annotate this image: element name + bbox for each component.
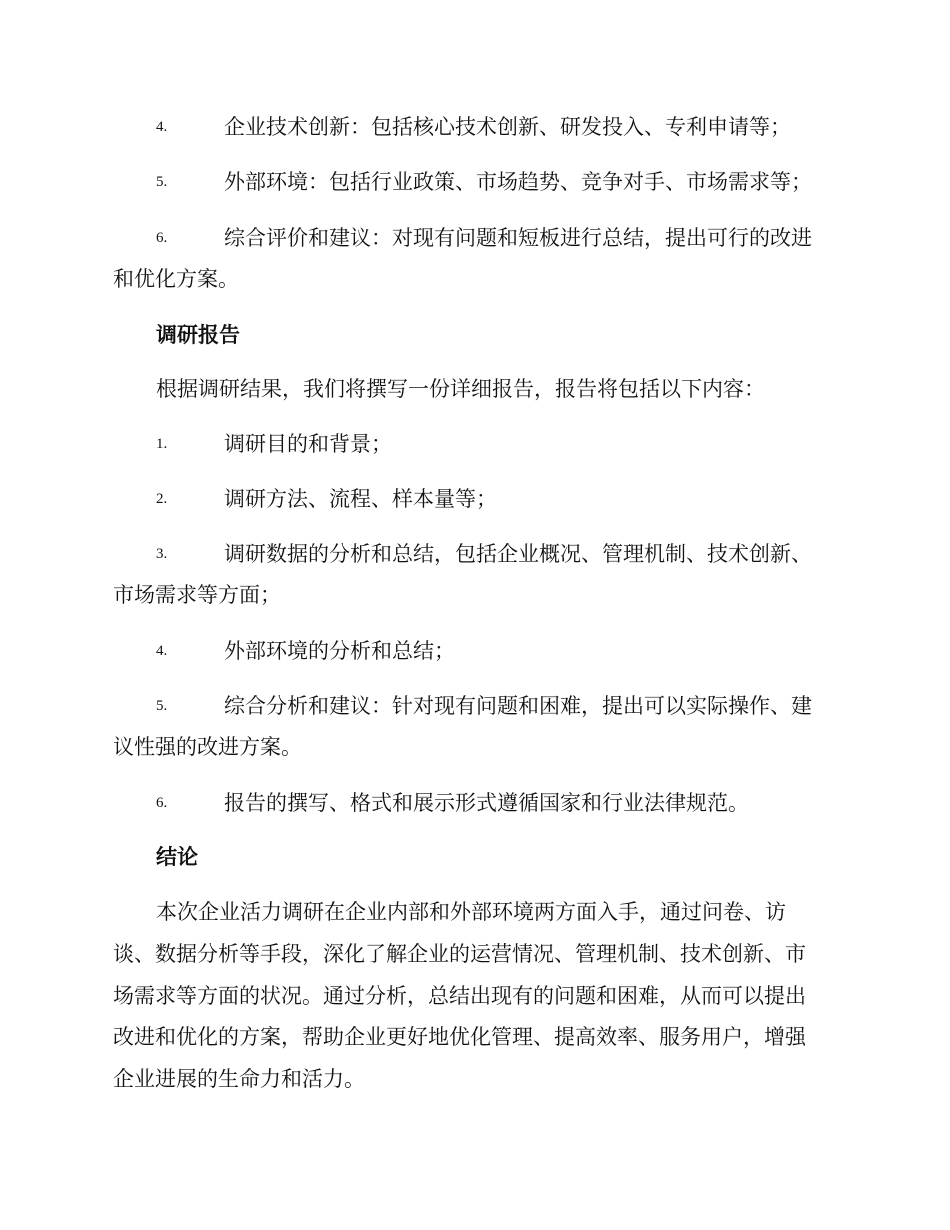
conclusion-paragraph-line: 场需求等方面的状况。通过分析，总结出现有的问题和困难，从而可以提出 [113,984,806,1008]
section-heading-report: 调研报告 [156,323,240,347]
list-item-number: 2. [156,491,168,507]
list-item-number: 5. [156,174,168,190]
list-item-text: 调研方法、流程、样本量等； [224,487,497,511]
list-item-number: 3. [156,546,168,562]
list-item-text: 调研目的和背景； [224,432,392,456]
list-item-number: 4. [156,643,168,659]
list-item-number: 6. [156,795,168,811]
list-item-text: 企业技术创新：包括核心技术创新、研发投入、专利申请等； [224,115,791,139]
list-item-continuation: 市场需求等方面； [113,583,281,607]
conclusion-paragraph-line: 改进和优化的方案，帮助企业更好地优化管理、提高效率、服务用户，增强 [113,1025,806,1049]
list-item-continuation: 和优化方案。 [113,267,239,291]
list-item-number: 1. [156,436,168,452]
list-item-text: 调研数据的分析和总结，包括企业概况、管理机制、技术创新、 [224,542,812,566]
conclusion-paragraph-line: 企业进展的生命力和活力。 [113,1067,365,1091]
list-item-continuation: 议性强的改进方案。 [113,735,302,759]
section-heading-conclusion: 结论 [156,845,198,869]
list-item-text: 外部环境的分析和总结； [224,639,455,663]
conclusion-paragraph-line: 本次企业活力调研在企业内部和外部环境两方面入手，通过问卷、访 [156,900,786,924]
conclusion-paragraph-line: 谈、数据分析等手段，深化了解企业的运营情况、管理机制、技术创新、市 [113,942,806,966]
list-item-text: 综合评价和建议：对现有问题和短板进行总结，提出可行的改进 [224,226,812,250]
list-item-text: 报告的撰写、格式和展示形式遵循国家和行业法律规范。 [224,791,749,815]
list-item-number: 4. [156,119,168,135]
list-item-text: 外部环境：包括行业政策、市场趋势、竞争对手、市场需求等； [224,170,812,194]
report-intro: 根据调研结果，我们将撰写一份详细报告，报告将包括以下内容： [156,377,765,401]
list-item-number: 5. [156,698,168,714]
list-item-text: 综合分析和建议：针对现有问题和困难，提出可以实际操作、建 [224,694,812,718]
list-item-number: 6. [156,230,168,246]
